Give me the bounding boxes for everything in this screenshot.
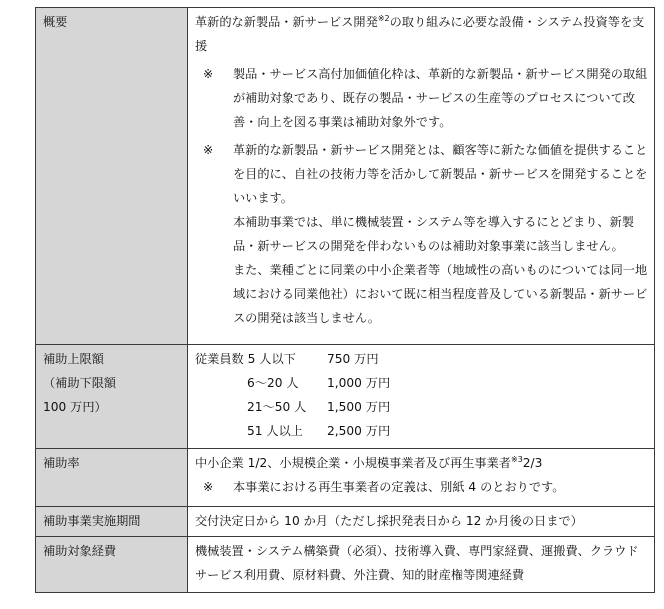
limit-tier: 6～20 人 1,000 万円 bbox=[247, 376, 391, 390]
expenses-content: 機械装置・システム構築費（必須）、技術導入費、専門家経費、運搬費、クラウドサービス利用費、原材料費、外注費、知的財産権等関連経費 bbox=[188, 537, 655, 593]
rate-line: 中小企業 1/2、小規模企業・小規模事業者及び再生事業者$^{※3}$2/3 bbox=[195, 454, 543, 470]
rate-note: ※ 本事業における再生事業者の定義は、別紙 4 のとおりです。 bbox=[195, 475, 648, 499]
limit-label: 補助上限額 （補助下限額 100 万円） bbox=[36, 345, 188, 449]
footnote-ref-2: ※2 bbox=[377, 13, 390, 23]
period-label: 補助事業実施期間 bbox=[36, 507, 188, 537]
rate-content bbox=[188, 449, 655, 507]
footnote-ref-3: ※3 bbox=[511, 454, 523, 464]
expenses-label: 補助対象経費 bbox=[36, 537, 188, 593]
overview-note-2: ※ 革新的な新製品・新サービス開発とは、顧客等に新たな価値を提供することを目的に、自社の技術力等を活かして新製品・新サービスを開発することをいいます。 bbox=[195, 138, 648, 210]
overview-label: 概要 bbox=[36, 8, 188, 345]
overview-note-2-para-3: また、業種ごとに同業の中小企業者等（地域性の高いものについては同一地域における同業他社）において既に相当程度普及している新製品・新サービスの開発は該当しません。 bbox=[233, 263, 648, 325]
limit-tier: 21～50 人 1,500 万円 bbox=[247, 400, 391, 414]
note-mark: ※ bbox=[203, 143, 214, 157]
expenses-row bbox=[36, 537, 655, 593]
period-row bbox=[36, 507, 655, 537]
overview-row bbox=[36, 8, 655, 345]
subsidy-summary-table bbox=[35, 7, 655, 593]
period-content: 交付決定日から 10 か月（ただし採択発表日から 12 か月後の日まで） bbox=[188, 507, 655, 537]
limit-content bbox=[188, 345, 655, 449]
note-mark: ※ bbox=[203, 480, 214, 494]
overview-content bbox=[188, 8, 655, 345]
note-mark: ※ bbox=[203, 67, 214, 81]
rate-label: 補助率 bbox=[36, 449, 188, 507]
limit-tier: 51 人以上 2,500 万円 bbox=[247, 424, 391, 438]
overview-lead: 革新的な新製品・新サービス開発$^{※2}$の取り組みに必要な設備・システム投資等を支援 bbox=[195, 13, 645, 53]
overview-note-1: ※ 製品・サービス高付加価値化枠は、革新的な新製品・新サービス開発の取組が補助対象であり、既存の製品・サービスの生産等のプロセスについて改善・向上を図る事業は補助対象外です。 bbox=[195, 62, 648, 134]
limit-tier: 従業員数 5 人以下 750 万円 bbox=[195, 352, 379, 366]
overview-note-2-para-2: 本補助事業では、単に機械装置・システム等を導入するにとどまり、新製品・新サービスの開発を伴わないものは補助対象事業に該当しません。 bbox=[233, 215, 634, 253]
rate-row bbox=[36, 449, 655, 507]
limit-row bbox=[36, 345, 655, 449]
